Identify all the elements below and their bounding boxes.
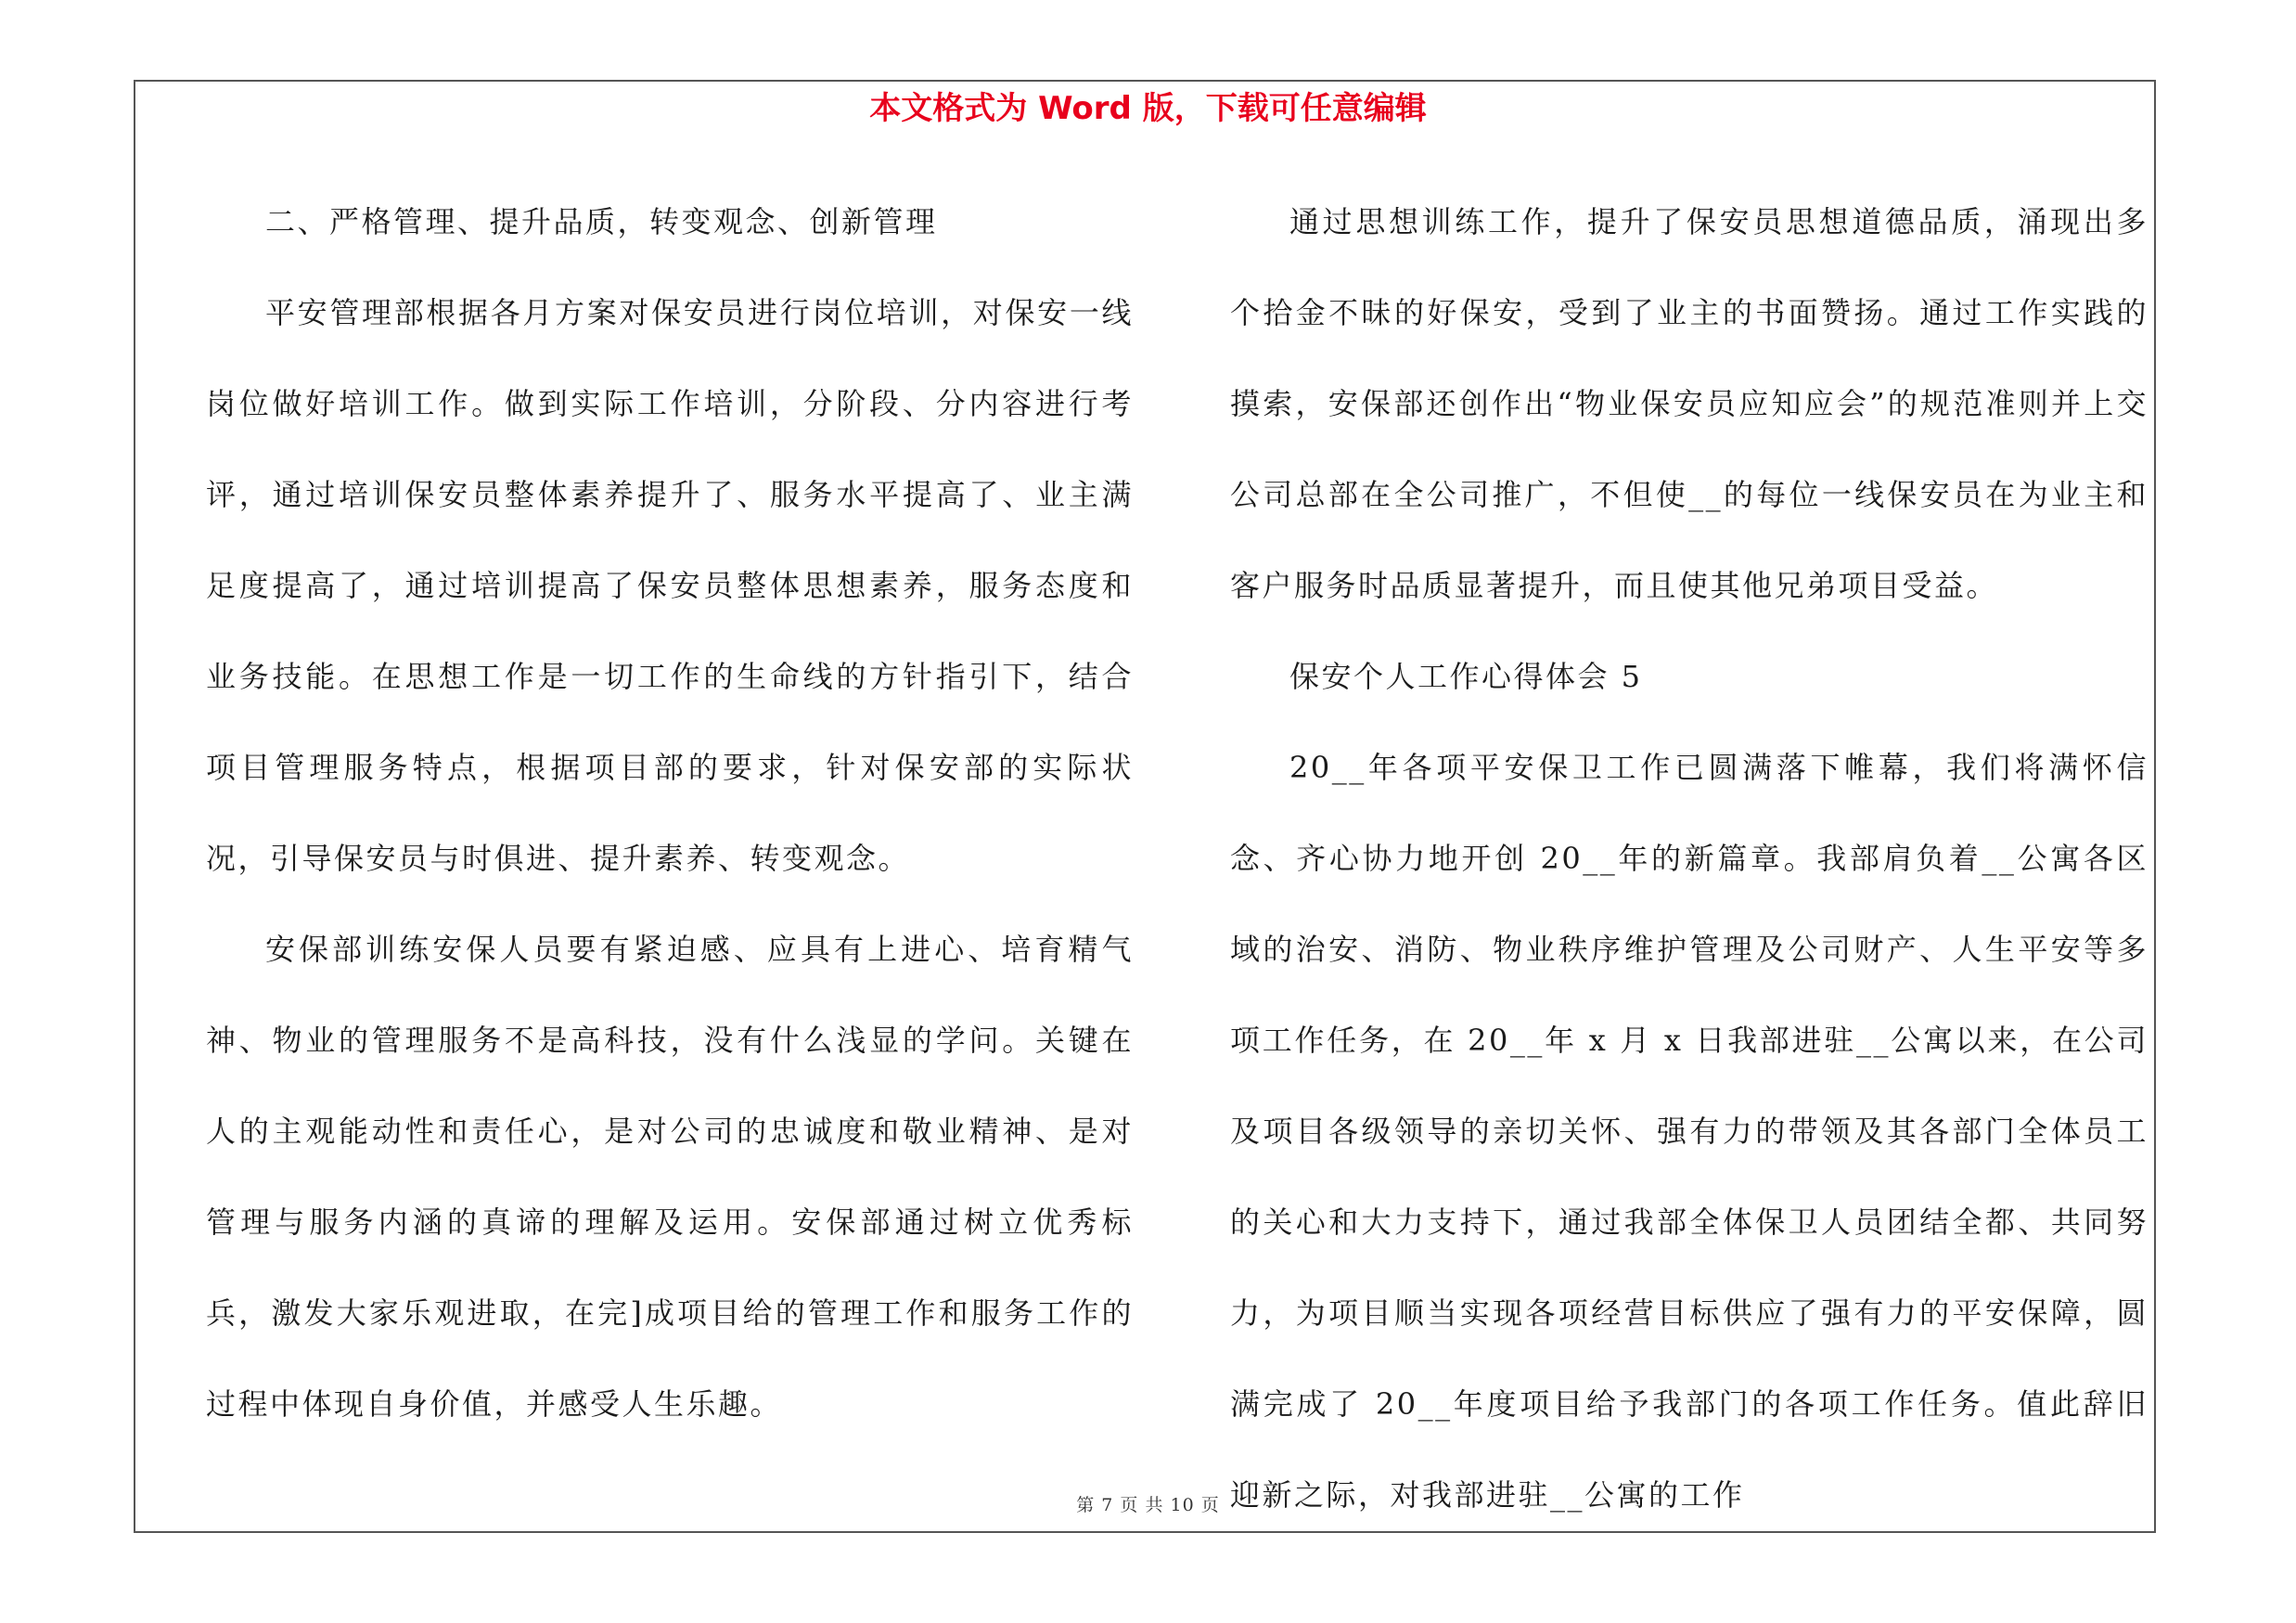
body-paragraph: 安保部训练安保人员要有紧迫感、应具有上进心、培育精气神、物业的管理服务不是高科技，没有什么浅显的学问。关键在人的主观能动性和责任心，是对公司的忠诚度和敬业精神、是对管理与服务内涵的真谛的理解及运用。安保部通过树立优秀标兵，激发大家乐观进取，在完]成项目给的管理工作和服务工作的过程中体现自身价值，并感受人生乐趣。 — [206, 932, 1134, 1422]
body-paragraph: 平安管理部根据各月方案对保安员进行岗位培训，对保安一线岗位做好培训工作。做到实际工作培训，分阶段、分内容进行考评，通过培训保安员整体素养提升了、服务水平提高了、业主满足度提高了，通过培训提高了保安员整体思想素养，服务态度和业务技能。在思想工作是一切工作的生命线的方针指引下，结合项目管理服务特点，根据项目部的要求，针对保安部的实际状况，引导保安员与时俱进、提升素养、转变观念。 — [206, 295, 1134, 876]
section-heading: 二、严格管理、提升品质，转变观念、创新管理 — [265, 204, 938, 239]
left-column — [206, 176, 1134, 1438]
right-column — [1230, 176, 2148, 1513]
body-paragraph: 20__年各项平安保卫工作已圆满落下帷幕，我们将满怀信念、齐心协力地开创 20__年的新篇章。我部肩负着__公寓各区域的治安、消防、物业秩序维护管理及公司财产、人生平安等多项工作任务，在 20__年 x 月 x 日我部进驻__公寓以来，在公司及项目各级领导的亲切关怀、强有力的带领及其各部门全体员工的关心和大力支持下，通过我部全体保卫人员团结全都、共同努力，为项目顺当实现各项经营目标供应了强有力的平安保障，圆满完成了 20__年度项目给予我部门的各项工作任务。值此辞旧迎新之际，对我部进驻__公寓的工作 — [1230, 750, 2148, 1513]
page-number: 第 7 页 共 10 页 — [1076, 1495, 1220, 1515]
body-paragraph: 通过思想训练工作，提升了保安员思想道德品质，涌现出多个拾金不昧的好保安，受到了业主的书面赞扬。通过工作实践的摸索，安保部还创作出“物业保安员应知应会”的规范准则并上交公司总部在全公司推广，不但使__的每位一线保安员在为业主和客户服务时品质显著提升，而且使其他兄弟项目受益。 — [1230, 204, 2148, 603]
word-format-banner: 本文格式为 Word 版，下载可任意编辑 — [869, 90, 1427, 127]
article-title: 保安个人工作心得体会 5 — [1289, 659, 1643, 694]
